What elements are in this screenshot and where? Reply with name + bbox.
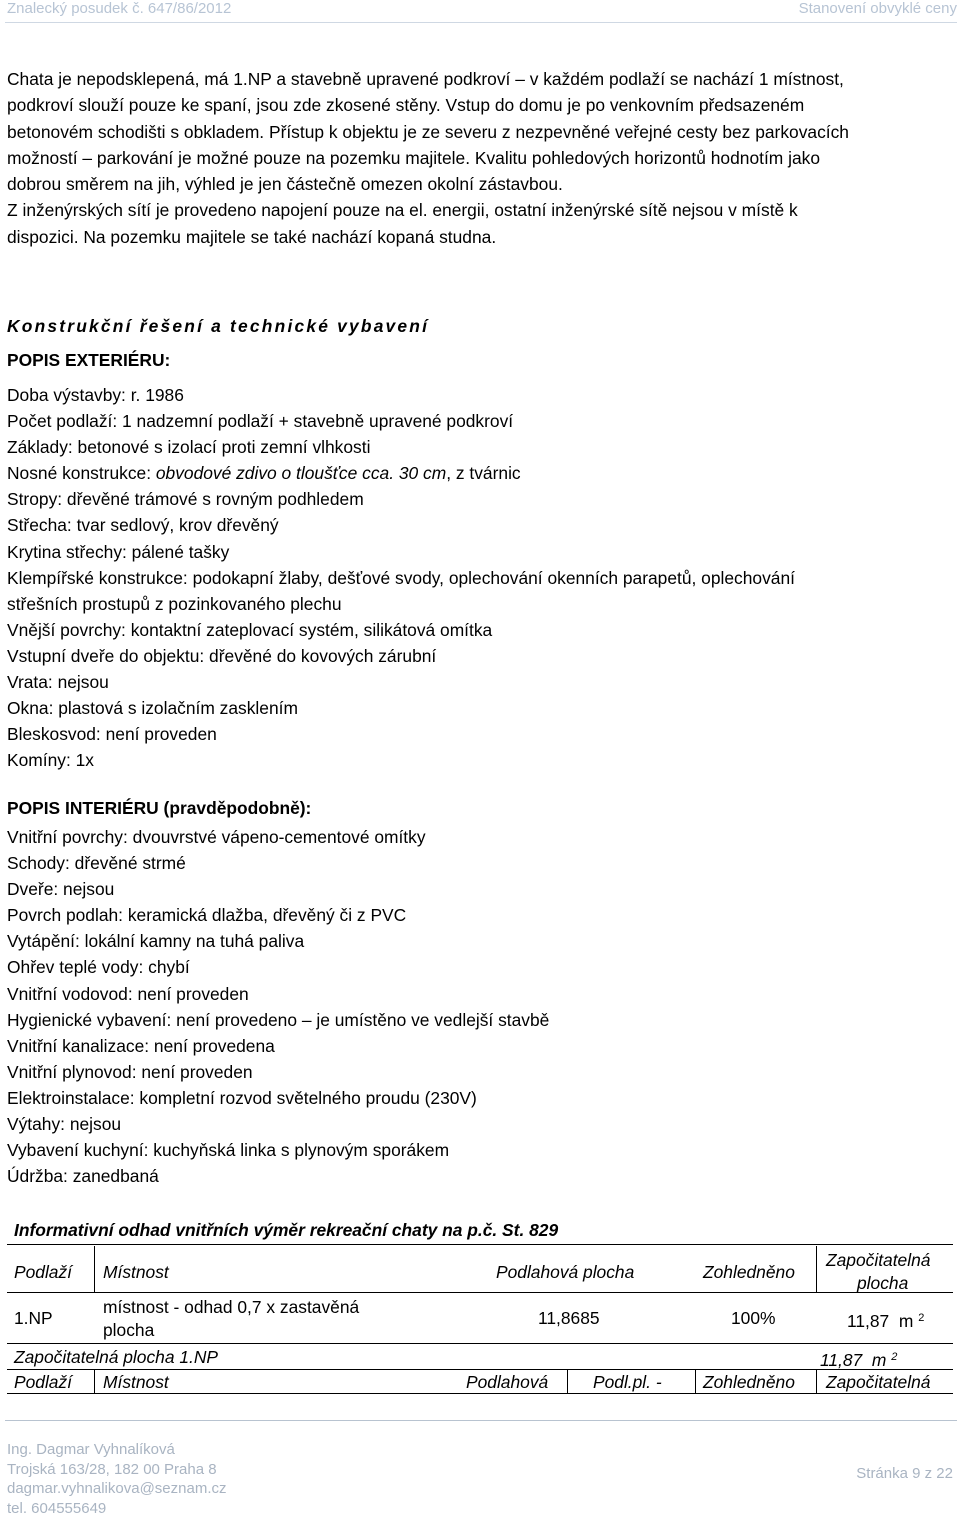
list-item: Doba výstavby: r. 1986 xyxy=(7,385,184,405)
list-item: Vstupní dveře do objektu: dřevěné do kovových zárubní xyxy=(7,645,437,666)
list-item: Ohřev teplé vody: chybí xyxy=(7,957,190,978)
list-item: Okna: plastová s izolačním zasklením xyxy=(7,698,298,719)
subtotal-label: Započitatelná plocha 1.NP xyxy=(14,1347,218,1367)
header-document-title: Znalecký posudek č. 647/86/2012 xyxy=(7,0,232,17)
intro-line: Z inženýrských sítí je provedeno napojení pouze na el. energii, ostatní inženýrské sítě nejsou v místě k xyxy=(7,200,798,221)
list-item: Nosné konstrukce: obvodové zdivo o tloušťce cca. 30 cm, z tvárnic xyxy=(7,463,521,484)
col-header-zapocitatelna-2: plocha xyxy=(857,1273,909,1293)
table-divider xyxy=(695,1370,696,1393)
interior-list xyxy=(7,824,957,1189)
table-cell-zohledneno: 100% xyxy=(731,1308,776,1328)
footer-divider xyxy=(5,1420,957,1421)
table-cell-podlazi: 1.NP xyxy=(14,1308,53,1328)
list-item: Stropy: dřevěné trámové s rovným podhledem xyxy=(7,489,364,510)
list-item: Vytápění: lokální kamny na tuhá paliva xyxy=(7,931,305,952)
intro-line: Chata je nepodsklepená, má 1.NP a stavebně upravené podkroví – v každém podlaží se nachází 1 místnost, xyxy=(7,69,844,89)
exterior-list xyxy=(7,382,957,773)
footer-email: dagmar.vyhnalikova@seznam.cz xyxy=(7,1480,227,1497)
col-header-podlahova: Podlahová plocha xyxy=(496,1262,635,1282)
intro-line: dobrou směrem na jih, výhled je jen částečně omezen okolní zástavbou. xyxy=(7,174,563,195)
list-item: Komíny: 1x xyxy=(7,750,94,771)
list-item: Vnější povrchy: kontaktní zateplovací systém, silikátová omítka xyxy=(7,619,493,640)
table-rule xyxy=(7,1292,953,1293)
list-item: střešních prostupů z pozinkovaného plechu xyxy=(7,593,342,614)
subtotal-unit-exponent: 2 xyxy=(891,1351,898,1363)
table-cell-zapocitatelna xyxy=(847,1308,924,1331)
list-item: Výtahy: nejsou xyxy=(7,1114,122,1135)
list-item: Vnitřní plynovod: není proveden xyxy=(7,1061,253,1082)
section-title: Konstrukční řešení a technické vybavení xyxy=(7,316,430,336)
col-header-mistnost-2: Místnost xyxy=(103,1372,169,1392)
table-unit-exponent: 2 xyxy=(918,1312,925,1324)
table-unit: m xyxy=(898,1311,914,1331)
list-item: Schody: dřevěné strmé xyxy=(7,853,186,874)
table-value: 11,87 xyxy=(847,1311,890,1331)
table-rule xyxy=(7,1343,953,1344)
header-section-title: Stanovení obvyklé ceny xyxy=(798,0,957,17)
col-header-zapocitatelna: Započitatelná xyxy=(826,1250,931,1270)
table-cell-podlahova: 11,8685 xyxy=(538,1308,600,1328)
col-header-podlazi: Podlaží xyxy=(14,1262,73,1282)
footer-phone: tel. 604555649 xyxy=(7,1499,107,1517)
intro-line: podkroví slouží pouze ke spaní, jsou zde zkosené stěny. Vstup do domu je po venkovním předsazeném xyxy=(7,95,805,116)
header-divider xyxy=(5,22,957,23)
list-item: Vybavení kuchyní: kuchyňská linka s plynovým sporákem xyxy=(7,1140,450,1161)
list-item: Bleskosvod: není proveden xyxy=(7,724,217,745)
list-item: Elektroinstalace: kompletní rozvod světelného proudu (230V) xyxy=(7,1087,477,1108)
list-item: Vnitřní povrchy: dvouvrstvé vápeno-cementové omítky xyxy=(7,827,426,847)
list-item: Počet podlaží: 1 nadzemní podlaží + stavebně upravené podkroví xyxy=(7,411,514,432)
subtotal-unit: m xyxy=(871,1350,887,1370)
page-number: Stránka 9 z 22 xyxy=(856,1465,953,1482)
footer-contact xyxy=(7,1440,227,1518)
list-item: Vrata: nejsou xyxy=(7,672,109,693)
table-divider xyxy=(816,1246,817,1292)
table-cell-mistnost-2: plocha xyxy=(103,1320,155,1340)
intro-paragraph xyxy=(7,66,957,250)
table-divider xyxy=(567,1370,568,1393)
table-divider xyxy=(94,1246,95,1292)
col-header-podlazi-2: Podlaží xyxy=(14,1372,73,1392)
col-header-podlpl: Podl.pl. - xyxy=(593,1372,662,1392)
col-header-zapocitatelna-3: Započitatelná xyxy=(826,1372,931,1392)
intro-line: dispozici. Na pozemku majitele se také nachází kopaná studna. xyxy=(7,226,497,247)
list-item: Klempířské konstrukce: podokapní žlaby, dešťové svody, oplechování okenních parapetů, oplechování xyxy=(7,567,795,588)
intro-line: možností – parkování je možné pouze na pozemku majitele. Kvalitu pohledových horizontů hodnotím jako xyxy=(7,147,820,168)
intro-line: betonovém schodišti s obkladem. Přístup k objektu je ze severu z nezpevněné veřejné cesty bez parkovacích xyxy=(7,121,849,142)
footer-name: Ing. Dagmar Vyhnalíková xyxy=(7,1441,175,1458)
table-divider xyxy=(94,1370,95,1393)
list-item: Vnitřní vodovod: není proveden xyxy=(7,983,249,1004)
list-item: Hygienické vybavení: není provedeno – je umístěno ve vedlejší stavbě xyxy=(7,1009,550,1030)
subtotal-value xyxy=(820,1347,897,1370)
list-item: Povrch podlah: keramická dlažba, dřevěný či z PVC xyxy=(7,905,407,926)
footer-address: Trojská 163/28, 182 00 Praha 8 xyxy=(7,1460,217,1478)
col-header-mistnost: Místnost xyxy=(103,1262,169,1282)
list-item: Dveře: nejsou xyxy=(7,879,115,900)
table-divider xyxy=(816,1370,817,1393)
list-item: Vnitřní kanalizace: není provedena xyxy=(7,1035,275,1056)
emphasis-text: obvodové zdivo o tloušťce cca. 30 cm xyxy=(155,463,447,484)
list-item: Střecha: tvar sedlový, krov dřevěný xyxy=(7,515,279,536)
col-header-zohledneno-2: Zohledněno xyxy=(703,1372,795,1392)
page-header xyxy=(0,0,960,24)
exterior-heading: POPIS EXTERIÉRU: xyxy=(7,350,171,370)
list-item: Krytina střechy: pálené tašky xyxy=(7,541,230,562)
table-cell-mistnost: místnost - odhad 0,7 x zastavěná xyxy=(103,1297,360,1317)
col-header-zohledneno: Zohledněno xyxy=(703,1262,795,1282)
list-item: Základy: betonové s izolací proti zemní vlhkosti xyxy=(7,437,371,458)
table-rule xyxy=(7,1244,953,1245)
table-rule xyxy=(7,1393,953,1394)
list-item: Údržba: zanedbaná xyxy=(7,1166,159,1187)
interior-heading: POPIS INTERIÉRU (pravděpodobně): xyxy=(7,798,312,818)
table-title: Informativní odhad vnitřních výměr rekreační chaty na p.č. St. 829 xyxy=(14,1220,559,1240)
subtotal-number: 11,87 xyxy=(820,1350,863,1370)
col-header-podlahova-2: Podlahová xyxy=(466,1372,549,1392)
table-rule xyxy=(7,1369,953,1370)
